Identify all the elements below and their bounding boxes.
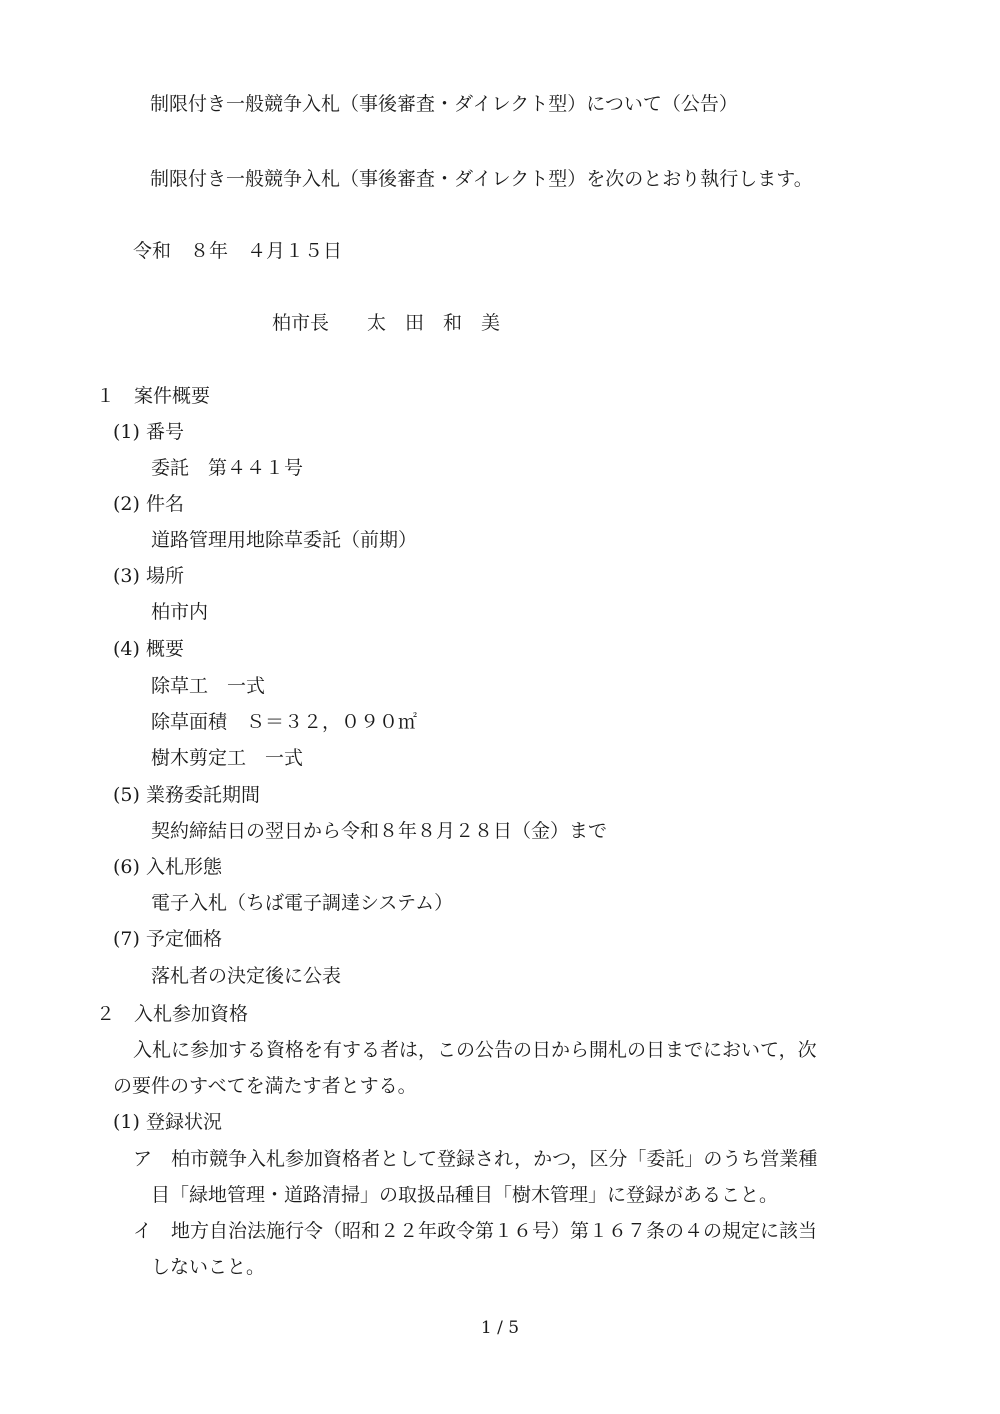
item-value-name: 道路管理用地除草委託（前期） [151, 529, 418, 551]
section2-paragraph-line2: の要件のすべてを満たす者とする。 [113, 1075, 417, 1097]
item-value-summary-1: 除草工 一式 [151, 675, 266, 697]
section2-heading: ２ 入札参加資格 [96, 1003, 249, 1025]
item-value-bid-format: 電子入札（ちば電子調達システム） [151, 892, 454, 914]
item-value-period: 契約締結日の翌日から令和８年８月２８日（金）まで [151, 820, 608, 842]
item-label-location: (3) 場所 [113, 565, 184, 587]
item-label-summary: (4) 概要 [113, 638, 184, 660]
notice-title: 制限付き一般競争入札（事後審査・ダイレクト型）について（公告） [150, 93, 738, 115]
item-value-number: 委託 第４４１号 [151, 457, 304, 479]
section1-heading: １ 案件概要 [96, 385, 211, 407]
requirement-a-line1: ア 柏市競争入札参加資格者として登録され，かつ，区分「委託」のうち営業種 [133, 1148, 818, 1170]
requirement-i-line1: イ 地方自治法施行令（昭和２２年政令第１６号）第１６７条の４の規定に該当 [133, 1220, 818, 1242]
item-label-price: (7) 予定価格 [113, 928, 222, 950]
registration-status-label: (1) 登録状況 [113, 1111, 222, 1133]
item-value-price: 落札者の決定後に公表 [151, 965, 342, 987]
item-label-bid-format: (6) 入札形態 [113, 856, 222, 878]
item-value-summary-2: 除草面積 Ｓ＝３２，０９０㎡ [151, 711, 418, 733]
intro-text: 制限付き一般競争入札（事後審査・ダイレクト型）を次のとおり執行します。 [150, 168, 813, 190]
item-value-location: 柏市内 [151, 601, 209, 623]
item-value-summary-3: 樹木剪定工 一式 [151, 747, 304, 769]
item-label-number: (1) 番号 [113, 421, 184, 443]
item-label-period: (5) 業務委託期間 [113, 784, 260, 806]
issuer-name: 柏市長 太 田 和 美 [272, 312, 501, 334]
page-number: 1 / 5 [480, 1318, 520, 1338]
item-label-name: (2) 件名 [113, 493, 184, 515]
section2-paragraph-line1: 入札に参加する資格を有する者は，この公告の日から開札の日までにおいて，次 [133, 1039, 817, 1061]
requirement-a-line2: 目「緑地管理・道路清掃」の取扱品種目「樹木管理」に登録があること。 [151, 1184, 779, 1206]
notice-date: 令和 ８年 ４月１５日 [133, 240, 343, 262]
requirement-i-line2: しないこと。 [151, 1256, 266, 1278]
